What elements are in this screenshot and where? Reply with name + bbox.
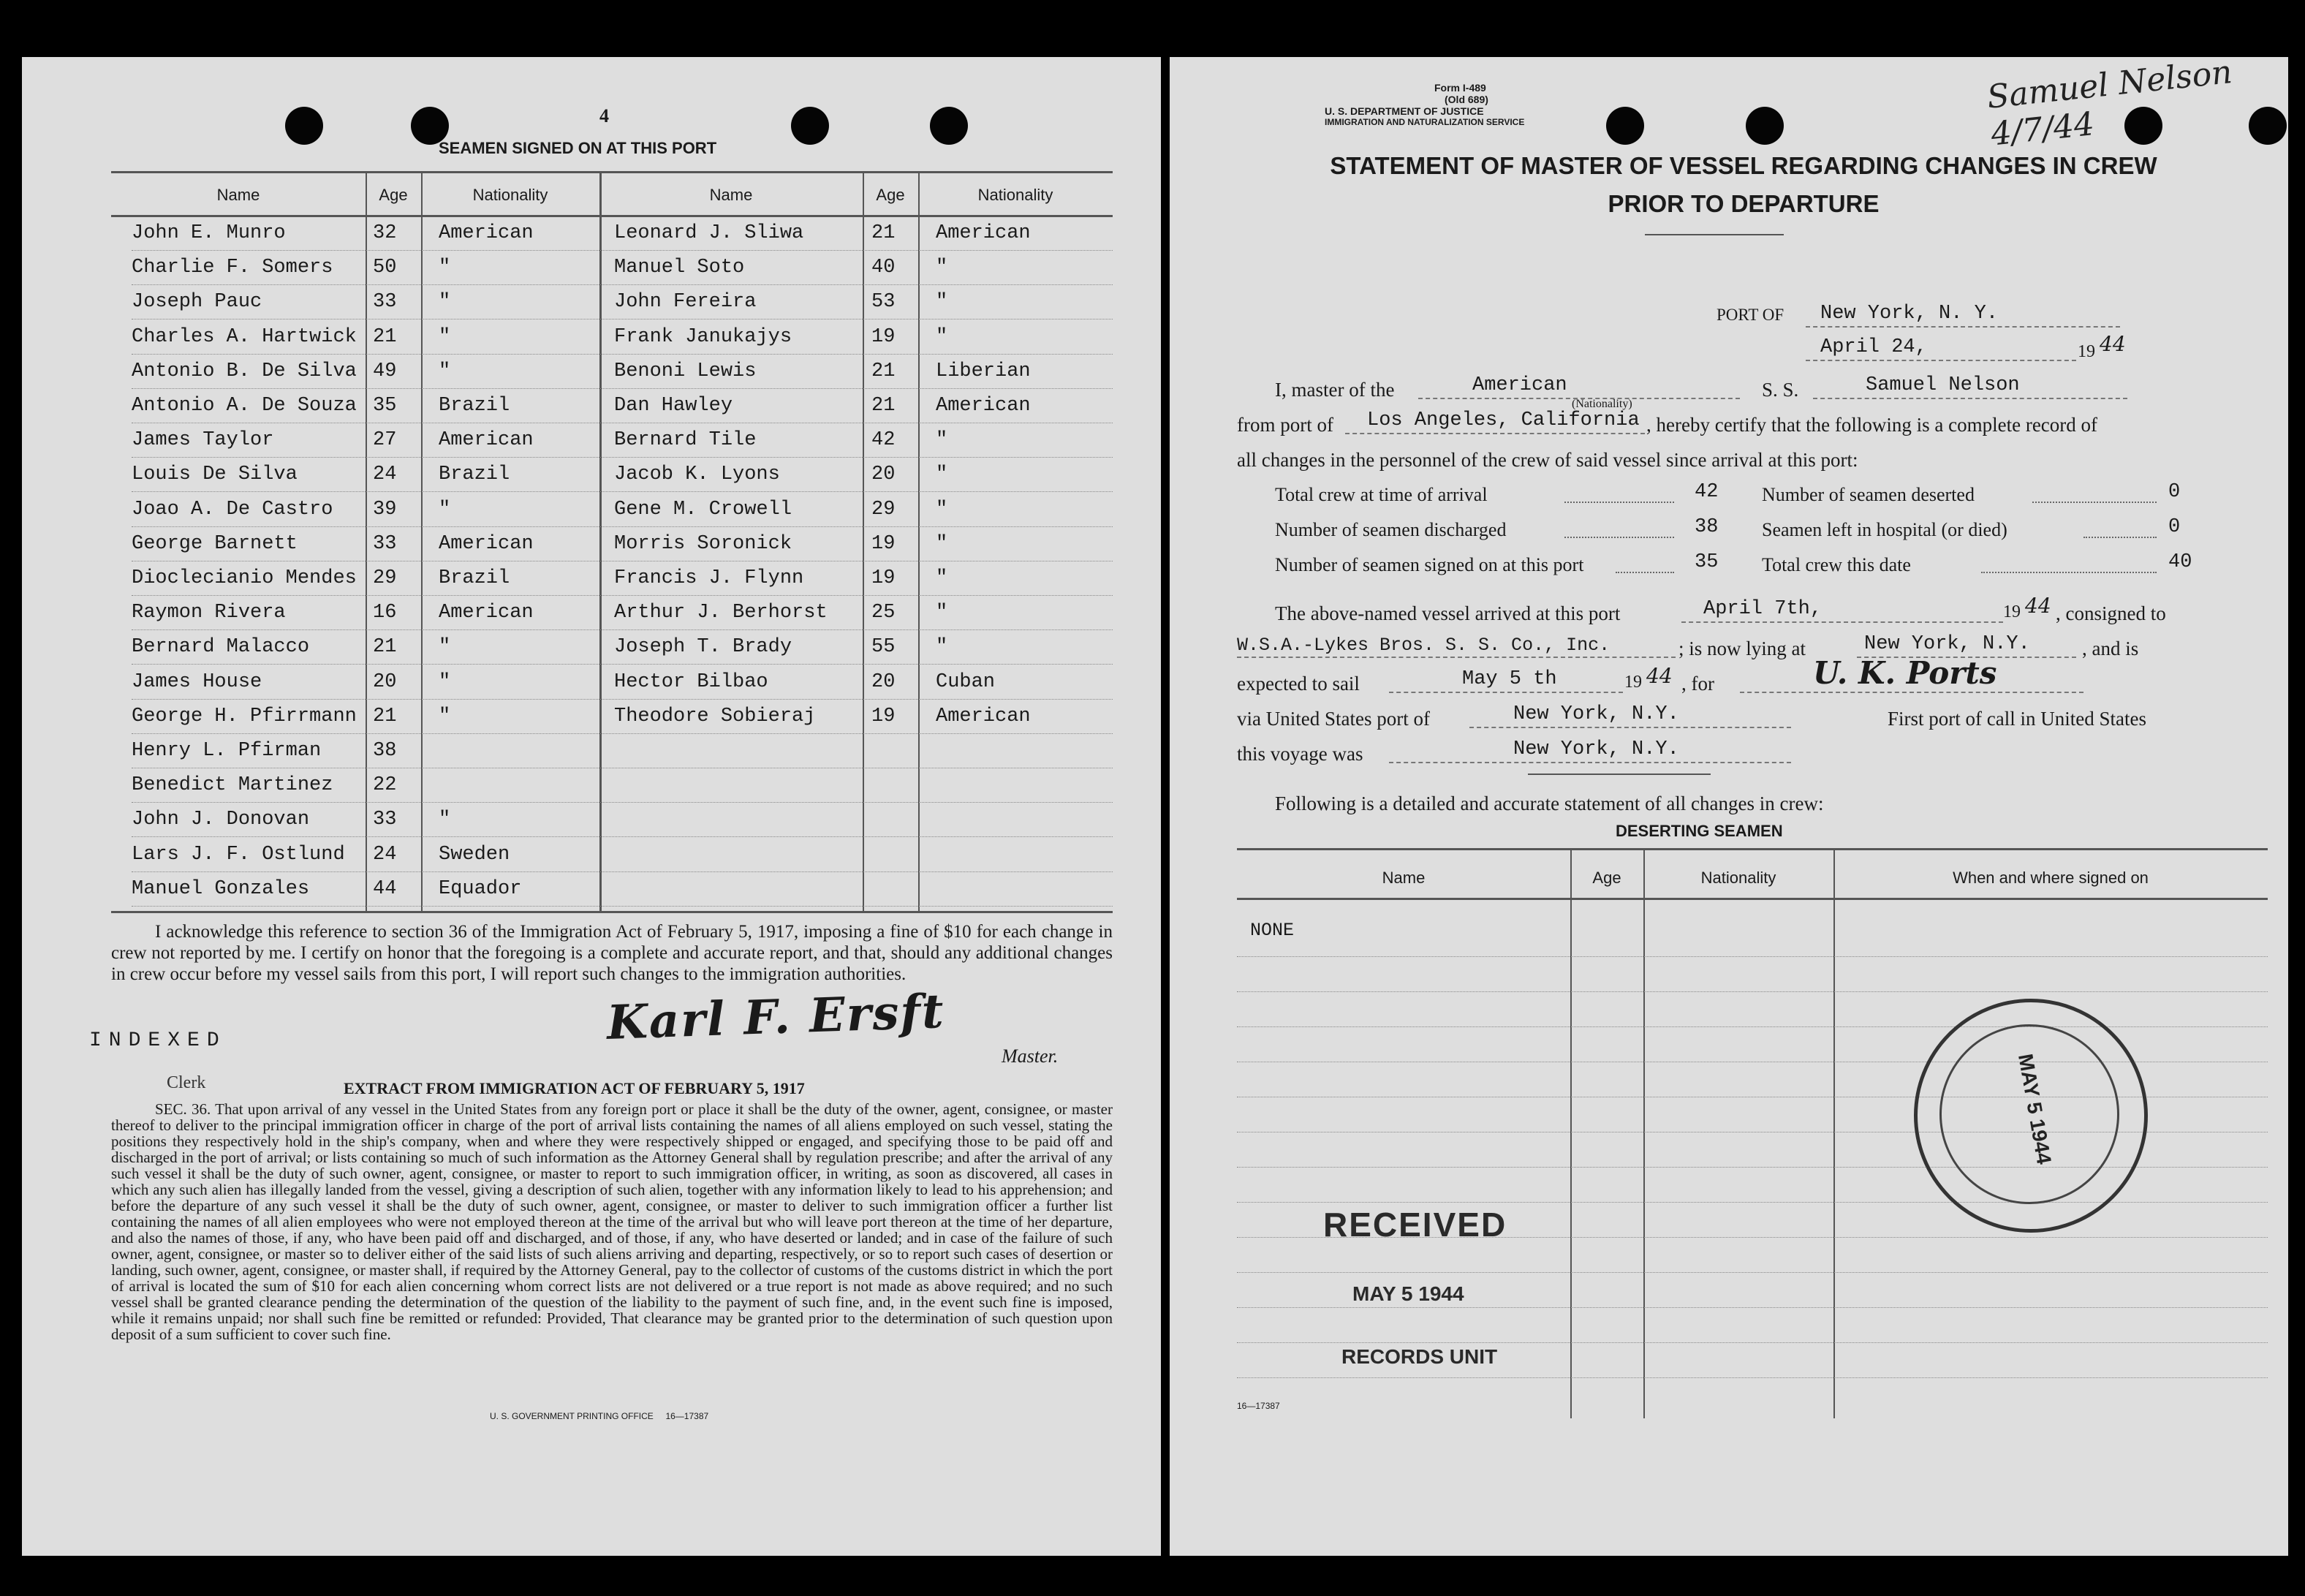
crew-age: 53	[871, 291, 896, 314]
col-divider	[1833, 848, 1835, 1418]
form-info	[1325, 82, 1632, 127]
crew-nationality: "	[439, 325, 451, 348]
crew-name: Benoni Lewis	[614, 360, 757, 382]
row-rule	[132, 457, 1113, 458]
form-old: (Old 689)	[1445, 94, 1488, 105]
crew-name: Benedict Martinez	[132, 774, 333, 797]
crew-age: 21	[373, 705, 397, 727]
received-date-stamp: MAY 5 1944	[1352, 1282, 1464, 1305]
crew-name: George H. Pfirrmann	[132, 705, 357, 727]
from-port-value[interactable]: Los Angeles, California	[1367, 409, 1640, 431]
row-rule	[132, 906, 1113, 907]
crew-age: 29	[373, 567, 397, 589]
crew-name: Manuel Soto	[614, 257, 745, 279]
crew-name: Charles A. Hartwick	[132, 325, 357, 348]
crew-name: Joao A. De Castro	[132, 498, 333, 521]
crew-nationality: "	[936, 257, 948, 279]
crew-name: James House	[132, 670, 262, 693]
crew-nationality: Equador	[439, 877, 522, 900]
col-divider	[599, 171, 602, 911]
crew-age: 19	[871, 705, 896, 727]
form-footer: 16—17387	[1237, 1401, 1280, 1411]
fill-line	[1345, 433, 1645, 434]
handwritten-annotation: Samuel Nelson 4/7/44	[1985, 53, 2234, 154]
stat-label: Number of seamen deserted	[1762, 484, 1975, 505]
title-rule	[1645, 234, 1784, 235]
crew-name: Lars J. F. Ostlund	[132, 843, 345, 866]
indexed-stamp: INDEXED	[89, 1029, 227, 1052]
row-rule	[132, 871, 1113, 872]
table-top-rule	[1237, 848, 2268, 850]
table-row	[1237, 1307, 2268, 1308]
crew-nationality: American	[439, 222, 534, 244]
master-nationality[interactable]: American	[1472, 374, 1567, 396]
crew-name: Theodore Sobieraj	[614, 705, 816, 727]
first-call-label: First port of call in United States	[1888, 708, 2146, 730]
crew-nationality: Brazil	[439, 395, 510, 417]
ss-label: S. S.	[1762, 379, 1799, 401]
consigned-label: , consigned to	[2056, 602, 2166, 624]
via-port-value[interactable]: New York, N.Y.	[1513, 703, 1679, 725]
page-number: 4	[599, 105, 609, 126]
crew-nationality: "	[439, 360, 451, 382]
port-of-label: PORT OF	[1717, 306, 1784, 324]
col-divider	[1570, 848, 1572, 1418]
punch-hole	[1746, 107, 1784, 145]
arrived-label: The above-named vessel arrived at this port	[1275, 602, 1621, 624]
row-rule	[132, 733, 1113, 734]
crew-name: Dan Hawley	[614, 395, 733, 417]
header-name: Name	[1382, 869, 1426, 887]
row-rule	[132, 629, 1113, 630]
row-rule	[132, 664, 1113, 665]
header-nationality: Nationality	[472, 186, 548, 204]
crew-name: Bernard Malacco	[132, 636, 310, 659]
table-row	[1237, 956, 2268, 957]
stat-label: Seamen left in hospital (or died)	[1762, 519, 2007, 540]
form-title-line1: STATEMENT OF MASTER OF VESSEL REGARDING CHANGES IN CREW	[1330, 152, 2157, 179]
crew-age: 32	[373, 222, 397, 244]
certify-text-2: all changes in the personnel of the crew of said vessel since arrival at this port:	[1237, 449, 1858, 471]
expected-label: expected to sail	[1237, 673, 1360, 695]
table-top-rule	[111, 171, 1113, 173]
crew-nationality: Brazil	[439, 567, 510, 589]
and-is-label: , and is	[2082, 638, 2139, 659]
dot-leader	[2032, 502, 2157, 503]
col-divider	[366, 171, 367, 911]
via-label: via United States port of	[1237, 708, 1430, 730]
extract-title: EXTRACT FROM IMMIGRATION ACT OF FEBRUARY 5, 1917	[344, 1079, 805, 1097]
table-row	[1237, 1377, 2268, 1378]
consignee-value[interactable]: W.S.A.-Lykes Bros. S. S. Co., Inc.	[1237, 635, 1611, 656]
crew-age: 19	[871, 567, 896, 589]
crew-nationality: "	[439, 498, 451, 521]
acknowledgement-text: I acknowledge this reference to section 36 of the Immigration Act of February 5, 1917, imposing a fine of $10 for each change in crew not reported by me. I certify on honor that the foregoing is a complete and accurate report, and that, should any additional changes in crew occur before my vessel sails from this port, I will report such changes to the immigration authorities.	[111, 922, 1113, 984]
crew-age: 42	[871, 429, 896, 452]
crew-name: Joseph T. Brady	[614, 636, 792, 659]
dot-leader	[1981, 572, 2157, 573]
form-number: Form I-489	[1434, 82, 1486, 94]
crew-nationality: American	[936, 395, 1031, 417]
crew-name: John E. Munro	[132, 222, 286, 244]
master-label: Master.	[1002, 1045, 1059, 1067]
row-rule	[132, 250, 1113, 251]
header-when-where: When and where signed on	[1953, 869, 2149, 887]
lying-at-value[interactable]: New York, N.Y.	[1864, 633, 2030, 655]
crew-name: Morris Soronick	[614, 532, 792, 555]
table-row	[1237, 1202, 2268, 1203]
crew-name: Jacob K. Lyons	[614, 464, 780, 486]
punch-hole	[791, 107, 829, 145]
crew-name: Dioclecianio Mendes	[132, 567, 357, 589]
crew-age: 49	[373, 360, 397, 382]
fill-line	[1681, 621, 2003, 623]
crew-name: James Taylor	[132, 429, 274, 452]
fill-line	[1469, 727, 1791, 728]
row-rule	[132, 388, 1113, 389]
crew-nationality: "	[439, 809, 451, 831]
crew-nationality: "	[936, 429, 948, 452]
crew-age: 21	[373, 325, 397, 348]
crew-nationality: American	[439, 429, 534, 452]
crew-age: 33	[373, 809, 397, 831]
voyage-label: this voyage was	[1237, 743, 1363, 765]
table-row	[1237, 1272, 2268, 1273]
header-age: Age	[876, 186, 905, 204]
following-label: Following is a detailed and accurate statement of all changes in crew:	[1275, 793, 1824, 814]
master-of-label: I, master of the	[1275, 379, 1395, 401]
crew-age: 24	[373, 464, 397, 486]
col-divider	[863, 171, 864, 911]
right-page	[1170, 53, 2288, 1556]
table-bottom-rule	[111, 911, 1113, 913]
dot-leader	[1564, 537, 1674, 538]
fill-line	[1806, 360, 2076, 361]
crew-age: 20	[373, 670, 397, 693]
section-rule	[1528, 774, 1711, 775]
crew-age: 33	[373, 291, 397, 314]
crew-name: Francis J. Flynn	[614, 567, 804, 589]
nationality-caption: (Nationality)	[1572, 398, 1632, 410]
crew-age: 44	[373, 877, 397, 900]
from-port-label: from port of	[1237, 414, 1333, 436]
crew-age: 19	[871, 325, 896, 348]
crew-age: 40	[871, 257, 896, 279]
crew-nationality: American	[936, 705, 1031, 727]
crew-nationality: "	[936, 291, 948, 314]
crew-age: 33	[373, 532, 397, 555]
stat-label: Number of seamen signed on at this port	[1275, 554, 1584, 575]
fill-line	[1389, 762, 1791, 763]
crew-name: Henry L. Pfirman	[132, 740, 322, 762]
stat-value[interactable]: 35	[1695, 551, 1719, 573]
crew-age: 21	[871, 360, 896, 382]
crew-age: 25	[871, 602, 896, 624]
service: IMMIGRATION AND NATURALIZATION SERVICE	[1325, 117, 1525, 127]
row-rule	[132, 284, 1113, 285]
stat-value[interactable]: 40	[2168, 551, 2192, 573]
round-date-stamp	[1914, 999, 2148, 1233]
col-divider	[1643, 848, 1645, 1418]
crew-name: Joseph Pauc	[132, 291, 262, 314]
fill-line	[1806, 326, 2120, 328]
extract-text: SEC. 36. That upon arrival of any vessel in the United States from any foreign port or place it shall be the duty of the owner, agent, consignee, or master thereof to deliver to the principal immigration officer in charge of the port of arrival lists containing the names of all aliens employed on such vessel, stating the positions they respectively hold in the ship's company, when and where they were respectively shipped or engaged, and specifying those to be paid off and discharged in the port of arrival; or lists containing so much of such information as the Attorney General shall by regulation prescribe; and after the arrival of any such vessel it shall be the duty of such owner, agent, consignee, or master to report to such immigration officer, in writing, as soon as discovered, all cases in which any such alien has illegally landed from the vessel, giving a description of such alien, together with any information likely to lead to his apprehension; and before the departure of any such vessel it shall be the duty of such owner, agent, consignee, or master to deliver to such immigration officer a further list containing the names of all alien employees who were not employed thereon at the time of the arrival but who will leave port thereon at the time of her departure, and also the names of those, if any, who have been paid off and discharged, and of those, if any, who have deserted or landed; and in case of the failure of such owner, agent, consignee, or master so to deliver either of the said lists of such aliens arriving and departing, respectively, or so to report such cases of desertion or landing, such owner, agent, consignee, or master shall, if required by the Attorney General, pay to the collector of customs of the customs district in which the port of arrival is located the sum of $10 for each alien concerning whom correct lists are not delivered or a true report is not made as above required; and no such vessel shall be granted clearance pending the determination of the question of the liability to the payment of such fine, and, in the event such fine is imposed, while it remains unpaid; nor shall such fine be remitted or refunded: Provided, That clearance may be granted prior to the determination of such question upon deposit of a sum sufficient to cover such fine.	[111, 1100, 1113, 1343]
fill-line	[1237, 657, 1676, 658]
punch-hole	[285, 107, 323, 145]
crew-age: 27	[373, 429, 397, 452]
crew-name: George Barnett	[132, 532, 298, 555]
table-row	[1237, 1026, 2268, 1027]
header-age: Age	[1592, 869, 1621, 887]
crew-age: 50	[373, 257, 397, 279]
crew-nationality: "	[439, 670, 451, 693]
section-title: SEAMEN SIGNED ON AT THIS PORT	[439, 139, 717, 157]
crew-age: 39	[373, 498, 397, 521]
crew-nationality: "	[439, 705, 451, 727]
crew-nationality: American	[439, 602, 534, 624]
ss-name[interactable]: Samuel Nelson	[1866, 374, 2020, 396]
crew-nationality: "	[936, 498, 948, 521]
crew-nationality: Liberian	[936, 360, 1031, 382]
crew-name: Frank Janukajys	[614, 325, 792, 348]
crew-name: Louis De Silva	[132, 464, 298, 486]
crew-nationality: "	[936, 602, 948, 624]
crew-nationality: "	[439, 636, 451, 659]
fill-line	[1813, 398, 2127, 399]
col-divider	[421, 171, 423, 911]
crew-name: Bernard Tile	[614, 429, 757, 452]
crew-name: Antonio A. De Souza	[132, 395, 357, 417]
crew-nationality: "	[936, 636, 948, 659]
table-row	[1237, 991, 2268, 992]
crew-name: John Fereira	[614, 291, 757, 314]
stat-value[interactable]: 0	[2168, 481, 2181, 503]
crew-nationality: Sweden	[439, 843, 510, 866]
table-header-rule	[1237, 898, 2268, 900]
year-prefix: 19	[1624, 673, 1642, 692]
stat-value[interactable]: 0	[2168, 516, 2181, 538]
row-rule	[132, 836, 1113, 837]
crew-name: Arthur J. Berhorst	[614, 602, 828, 624]
for-label: , for	[1681, 673, 1714, 695]
header-age: Age	[379, 186, 408, 204]
row-rule	[132, 526, 1113, 527]
first-call-value[interactable]: New York, N.Y.	[1513, 738, 1679, 760]
crew-name: Hector Bilbao	[614, 670, 768, 693]
crew-age: 21	[871, 222, 896, 244]
crew-nationality: Cuban	[936, 670, 996, 693]
crew-age: 16	[373, 602, 397, 624]
row-rule	[132, 354, 1113, 355]
records-unit-stamp: RECORDS UNIT	[1341, 1345, 1498, 1368]
row-rule	[132, 491, 1113, 492]
department: U. S. DEPARTMENT OF JUSTICE	[1325, 105, 1484, 117]
date-value[interactable]: April 24,	[1820, 336, 1927, 358]
header-name: Name	[709, 186, 753, 204]
crew-nationality: "	[936, 464, 948, 486]
year-prefix: 19	[2003, 602, 2021, 621]
crew-nationality: "	[936, 325, 948, 348]
punch-hole	[930, 107, 968, 145]
crew-age: 55	[871, 636, 896, 659]
crew-age: 21	[871, 395, 896, 417]
deserting-title: DESERTING SEAMEN	[1616, 822, 1783, 840]
fill-line	[1740, 692, 2083, 693]
lying-label: ; is now lying at	[1678, 638, 1806, 659]
table-entry-none: NONE	[1250, 920, 1295, 941]
col-divider	[918, 171, 920, 911]
dot-leader	[2083, 537, 2157, 538]
row-rule	[132, 595, 1113, 596]
crew-name: Gene M. Crowell	[614, 498, 792, 521]
crew-nationality: American	[936, 222, 1031, 244]
certify-text: , hereby certify that the following is a complete record of	[1646, 414, 2098, 436]
form-title-line2: PRIOR TO DEPARTURE	[1608, 190, 1880, 217]
crew-age: 29	[871, 498, 896, 521]
crew-name: John J. Donovan	[132, 809, 310, 831]
crew-name: Manuel Gonzales	[132, 877, 310, 900]
row-rule	[132, 699, 1113, 700]
stat-value[interactable]: 42	[1695, 481, 1719, 503]
crew-age: 21	[373, 636, 397, 659]
sail-year[interactable]: 44	[1646, 664, 1673, 688]
crew-nationality: "	[439, 257, 451, 279]
fill-line	[1389, 692, 1623, 693]
crew-name: Leonard J. Sliwa	[614, 222, 804, 244]
header-nationality: Nationality	[977, 186, 1053, 204]
received-stamp: RECEIVED	[1323, 1206, 1507, 1244]
header-name: Name	[216, 186, 260, 204]
row-rule	[132, 802, 1113, 803]
arrived-year[interactable]: 44	[2025, 594, 2051, 618]
stat-label: Number of seamen discharged	[1275, 519, 1507, 540]
stat-value[interactable]: 38	[1695, 516, 1719, 538]
arrived-date[interactable]: April 7th,	[1703, 598, 1823, 620]
year-prefix: 19	[2078, 342, 2095, 361]
clerk-mark: Clerk	[167, 1073, 206, 1092]
port-of-value[interactable]: New York, N. Y.	[1820, 303, 1999, 325]
left-page	[22, 57, 1161, 1556]
master-signature: Karl F. Ersft	[605, 983, 946, 1051]
crew-nationality: "	[936, 532, 948, 555]
crew-nationality: "	[936, 567, 948, 589]
crew-age: 19	[871, 532, 896, 555]
crew-age: 20	[871, 670, 896, 693]
year-value[interactable]: 44	[2100, 332, 2126, 356]
dot-leader	[1616, 572, 1674, 573]
table-row	[1237, 1342, 2268, 1343]
sail-date[interactable]: May 5 th	[1462, 668, 1557, 690]
crew-age: 24	[373, 843, 397, 866]
printing-office: U. S. GOVERNMENT PRINTING OFFICE 16—17387	[490, 1411, 709, 1421]
crew-age: 38	[373, 740, 397, 762]
stat-label: Total crew at time of arrival	[1275, 484, 1488, 505]
stat-label: Total crew this date	[1762, 554, 1911, 575]
table-header-rule	[111, 215, 1113, 217]
destination-value[interactable]: U. K. Ports	[1813, 655, 1997, 691]
round-stamp-date: MAY 5 1944	[2013, 1052, 2056, 1166]
crew-name: Charlie F. Somers	[132, 257, 333, 279]
crew-name: Antonio B. De Silva	[132, 360, 357, 382]
crew-nationality: "	[439, 291, 451, 314]
crew-nationality: American	[439, 532, 534, 555]
crew-name: Raymon Rivera	[132, 602, 286, 624]
crew-age: 22	[373, 774, 397, 797]
crew-age: 20	[871, 464, 896, 486]
crew-nationality: Brazil	[439, 464, 510, 486]
header-nationality: Nationality	[1700, 869, 1776, 887]
dot-leader	[1564, 502, 1674, 503]
crew-age: 35	[373, 395, 397, 417]
